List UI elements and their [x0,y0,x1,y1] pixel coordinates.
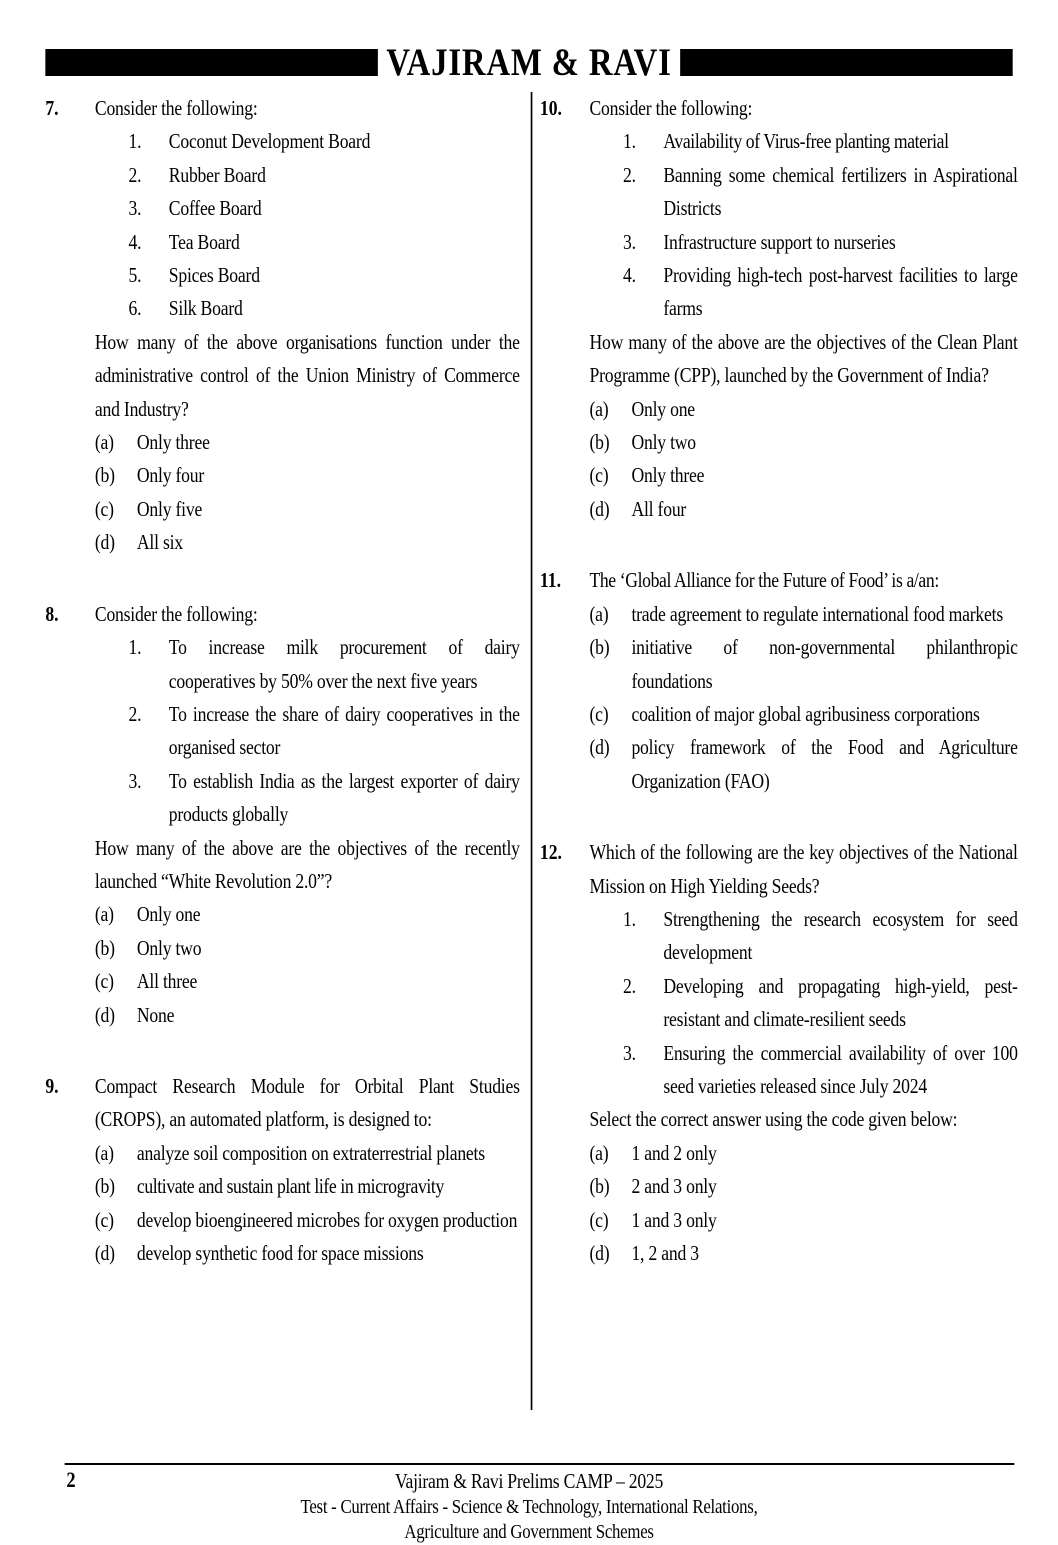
option-row [589,426,1017,459]
column-divider [531,92,533,1410]
option-text: trade agreement to regulate international food markets [631,601,1004,626]
list-item [589,159,1017,226]
option-row [589,698,1017,731]
footer-line-3: Agriculture and Government Schemes [404,1521,654,1543]
option-letter: (c) [94,1207,114,1232]
option-row [589,631,1017,698]
question-intro: Consider the following: [589,96,753,120]
question-intro: The ‘Global Alliance for the Future of Food’ is a/an: [589,568,939,593]
option-letter: (a) [94,902,114,927]
option-text: All three [136,969,198,994]
question-intro: Which of the following are the key objectives of the National Mission on High Yielding Seeds? [589,840,1018,898]
list-item-text: Coconut Development Board [168,129,371,154]
list-item-text: To increase milk procurement of dairy cooperatives by 50% over the next five years [168,635,520,693]
column-right [540,92,1018,1410]
list-item-number: 4. [623,263,636,288]
list-item-text: Developing and propagating high-yield, pest-resistant and climate-resilient seeds [663,973,1018,1032]
test-paper-page [0,41,1058,1543]
option-letter: (c) [589,1207,609,1232]
option-row [95,1137,520,1170]
list-item-number: 2. [623,973,636,998]
question-columns [0,92,1058,1410]
option-text: initiative of non-governmental philanthropic foundations [631,635,1018,693]
option-letter: (d) [589,1241,610,1265]
option-text: 2 and 3 only [631,1174,717,1199]
list-item-text: Coffee Board [168,196,262,221]
option-letter: (b) [589,430,610,455]
list-item-text: Rubber Board [168,162,266,187]
option-text: develop synthetic food for space missions [136,1241,424,1265]
question-stem: Select the correct answer using the code given below: [589,1107,958,1132]
list-item-number: 1. [623,906,636,931]
option-row [589,493,1017,526]
list-item-number: 4. [128,229,142,254]
list-item-number: 1. [623,129,636,154]
question-intro: Consider the following: [94,601,258,626]
list-item-number: 1. [128,129,142,154]
option-text: develop bioengineered microbes for oxygen production [136,1207,518,1232]
footer-text [0,1467,1058,1545]
option-row [589,1237,1017,1270]
list-item-text: Ensuring the commercial availability of over 100 seed varieties released since July 2024 [663,1040,1018,1098]
list-item-text: Availability of Virus-free planting material [663,129,949,154]
option-letter: (d) [589,496,610,521]
option-letter: (a) [589,1140,609,1165]
list-item-number: 2. [128,701,142,726]
option-letter: (d) [94,1002,115,1027]
option-text: Only three [136,430,210,455]
list-item [95,159,520,192]
list-item-number: 2. [623,162,636,187]
option-letter: (c) [94,496,114,521]
option-row [95,1170,520,1203]
option-letter: (c) [589,463,609,488]
option-row [95,1204,520,1237]
option-letter: (d) [589,735,610,760]
question-number: 7. [45,96,59,120]
option-letter: (c) [94,969,114,994]
option-row [95,965,520,998]
question-block-7 [45,92,519,560]
option-letter: (b) [589,635,610,660]
list-item-text: Spices Board [168,263,260,288]
option-text: Only two [136,935,202,960]
option-text: 1 and 2 only [631,1140,717,1165]
option-text: 1 and 3 only [631,1207,717,1232]
list-item-text: Banning some chemical fertilizers in Aspirational Districts [663,162,1018,221]
list-item [95,192,520,225]
list-item-number: 3. [623,229,636,254]
list-item [95,292,520,325]
option-letter: (a) [94,430,114,455]
list-item-text: Tea Board [168,229,240,254]
option-text: analyze soil composition on extraterrestrial planets [136,1140,485,1165]
list-item [95,259,520,292]
option-row [95,493,520,526]
option-text: All four [631,496,687,521]
list-item [95,631,520,698]
option-letter: (a) [589,396,609,421]
question-stem: How many of the above are the objectives of the recently launched “White Revolution 2.0”? [94,835,520,893]
list-item-text: To increase the share of dairy cooperatives in the organised sector [168,701,520,760]
column-left [45,92,519,1410]
option-letter: (b) [94,935,115,960]
option-row [95,898,520,931]
list-item [589,903,1017,970]
question-intro: Compact Research Module for Orbital Plant Studies (CROPS), an automated platform, is designed to: [94,1073,520,1132]
list-item-text: Providing high-tech post-harvest facilities to large farms [663,263,1018,321]
question-block-11 [540,564,1018,798]
list-item [95,765,520,832]
option-letter: (b) [94,463,115,488]
list-item [95,698,520,765]
list-item-text: Infrastructure support to nurseries [663,229,896,254]
question-block-10 [540,92,1018,526]
list-item [95,226,520,259]
option-text: Only three [631,463,705,488]
question-intro: Consider the following: [94,96,258,120]
footer-line-2: Test - Current Affairs - Science & Technology, International Relations, [300,1496,758,1518]
question-block-8 [45,598,519,1032]
list-item-number: 3. [623,1040,636,1065]
page-number: 2 [66,1467,76,1492]
question-number: 8. [45,601,59,626]
option-row [589,1170,1017,1203]
option-text: Only one [631,396,695,421]
header-bar-right [680,49,1013,76]
option-text: None [136,1002,175,1027]
question-number: 11. [539,568,561,593]
question-number: 9. [45,1073,59,1098]
option-text: Only one [136,902,201,927]
option-letter: (c) [589,701,609,726]
list-item-number: 6. [128,296,142,321]
option-text: coalition of major global agribusiness corporations [631,701,980,726]
option-text: policy framework of the Food and Agriculture Organization (FAO) [631,735,1018,793]
list-item [589,125,1017,158]
option-text: Only two [631,430,696,455]
list-item-text: Silk Board [168,296,243,321]
option-row [589,1137,1017,1170]
list-item [589,1037,1017,1104]
list-item [589,970,1017,1037]
list-item-number: 1. [128,635,142,660]
question-stem: How many of the above are the objectives of the Clean Plant Programme (CPP), launched by the Government of India? [589,329,1018,388]
option-text: 1, 2 and 3 [631,1241,699,1265]
list-item [95,125,520,158]
list-item-text: Strengthening the research ecosystem for seed development [663,906,1018,965]
option-row [95,1237,520,1270]
footer-rule [65,1463,1015,1465]
option-text: All six [136,530,183,555]
option-letter: (d) [94,1241,115,1265]
option-text: Only four [136,463,205,488]
option-row [589,1204,1017,1237]
page-header [45,41,1012,84]
option-letter: (d) [94,530,115,555]
question-number: 12. [539,840,562,865]
option-row [95,426,520,459]
option-letter: (a) [94,1140,114,1165]
option-row [589,393,1017,426]
option-row [589,459,1017,492]
list-item-number: 2. [128,162,142,187]
list-item [589,259,1017,326]
option-row [95,999,520,1032]
header-bar-left [45,49,378,76]
option-letter: (a) [589,601,609,626]
list-item-text: To establish India as the largest exporter of dairy products globally [168,768,520,827]
list-item-number: 3. [128,768,142,793]
list-item-number: 3. [128,196,142,221]
footer-line-1: Vajiram & Ravi Prelims CAMP – 2025 [395,1469,664,1493]
page-title: VAJIRAM & RAVI [386,41,672,84]
option-row [95,459,520,492]
question-number: 10. [539,96,562,120]
question-block-9 [45,1070,519,1270]
list-item [589,226,1017,259]
list-item-number: 5. [128,263,142,288]
option-row [589,731,1017,798]
option-text: cultivate and sustain plant life in microgravity [136,1174,444,1199]
option-row [589,598,1017,631]
question-stem: How many of the above organisations function under the administrative control of the Union Ministry of Commerce and Industry? [94,329,520,421]
option-row [95,932,520,965]
option-row [95,526,520,559]
question-block-12 [540,836,1018,1270]
option-letter: (b) [94,1174,115,1199]
option-text: Only five [136,496,203,521]
option-letter: (b) [589,1174,610,1199]
